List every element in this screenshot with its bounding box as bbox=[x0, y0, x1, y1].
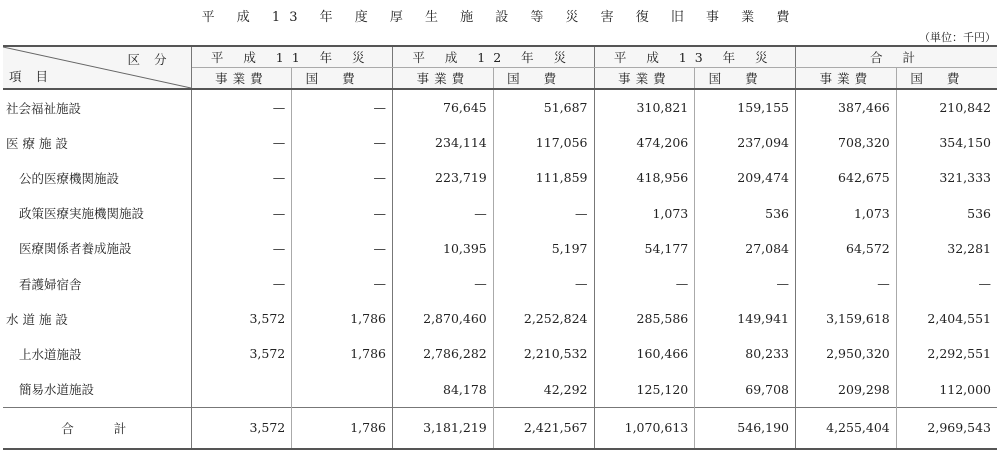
cell-jigyohi: 310,821 bbox=[594, 89, 695, 125]
cell-jigyohi: 2,870,460 bbox=[393, 301, 494, 336]
cell-jigyohi: 708,320 bbox=[796, 125, 897, 160]
cell-jigyohi: 209,298 bbox=[796, 372, 897, 408]
cell-kokuhi: 2,404,551 bbox=[896, 301, 997, 336]
cell-jigyohi: — bbox=[393, 266, 494, 301]
cell-kokuhi: — bbox=[292, 266, 393, 301]
cell-kokuhi: 69,708 bbox=[695, 372, 796, 408]
cell-jigyohi: — bbox=[191, 266, 292, 301]
header-jigyohi: 事業費 bbox=[393, 68, 494, 90]
cell-jigyohi: 4,255,404 bbox=[796, 407, 897, 449]
header-kokuhi: 国費 bbox=[695, 68, 796, 90]
cell-jigyohi: — bbox=[191, 231, 292, 266]
cell-jigyohi: 2,950,320 bbox=[796, 336, 897, 371]
row-label: 社会福祉施設 bbox=[3, 89, 191, 125]
cell-jigyohi: 642,675 bbox=[796, 160, 897, 195]
cell-jigyohi: 285,586 bbox=[594, 301, 695, 336]
cell-jigyohi: 64,572 bbox=[796, 231, 897, 266]
total-row bbox=[3, 407, 997, 449]
row-label: 政策医療実施機関施設 bbox=[3, 196, 191, 231]
cell-kokuhi: 80,233 bbox=[695, 336, 796, 371]
table-row bbox=[3, 231, 997, 266]
cell-jigyohi: 223,719 bbox=[393, 160, 494, 195]
cell-jigyohi: — bbox=[191, 196, 292, 231]
cell-jigyohi: — bbox=[191, 160, 292, 195]
cell-jigyohi: 3,572 bbox=[191, 336, 292, 371]
header-jigyohi: 事業費 bbox=[191, 68, 292, 90]
header-jigyohi: 事業費 bbox=[594, 68, 695, 90]
cell-kokuhi: — bbox=[292, 196, 393, 231]
cell-kokuhi: 1,786 bbox=[292, 407, 393, 449]
header-kokuhi: 国費 bbox=[896, 68, 997, 90]
cell-jigyohi: 3,572 bbox=[191, 301, 292, 336]
cell-kokuhi: 210,842 bbox=[896, 89, 997, 125]
cell-jigyohi bbox=[191, 372, 292, 408]
cell-jigyohi: 125,120 bbox=[594, 372, 695, 408]
header-kokuhi: 国費 bbox=[493, 68, 594, 90]
header-group-total: 合 計 bbox=[796, 46, 998, 68]
cell-jigyohi: — bbox=[796, 266, 897, 301]
cell-jigyohi: 54,177 bbox=[594, 231, 695, 266]
cell-kokuhi: 354,150 bbox=[896, 125, 997, 160]
table-row bbox=[3, 266, 997, 301]
row-label: 医療関係者養成施設 bbox=[3, 231, 191, 266]
cell-kokuhi: — bbox=[493, 266, 594, 301]
cell-kokuhi: 321,333 bbox=[896, 160, 997, 195]
cell-kokuhi: 27,084 bbox=[695, 231, 796, 266]
table-row bbox=[3, 301, 997, 336]
cell-jigyohi: 3,572 bbox=[191, 407, 292, 449]
header-group-h12: 平 成 12 年 災 bbox=[393, 46, 595, 68]
cell-kokuhi: 1,786 bbox=[292, 336, 393, 371]
cell-jigyohi: 76,645 bbox=[393, 89, 494, 125]
row-label: 看護婦宿舎 bbox=[3, 266, 191, 301]
cell-kokuhi bbox=[292, 372, 393, 408]
cell-kokuhi: — bbox=[896, 266, 997, 301]
cell-jigyohi: 2,786,282 bbox=[393, 336, 494, 371]
cell-kokuhi: 149,941 bbox=[695, 301, 796, 336]
disaster-recovery-table bbox=[3, 45, 997, 450]
table-row bbox=[3, 160, 997, 195]
cell-jigyohi: 387,466 bbox=[796, 89, 897, 125]
header-corner bbox=[3, 46, 191, 89]
cell-jigyohi: 84,178 bbox=[393, 372, 494, 408]
cell-jigyohi: 1,073 bbox=[796, 196, 897, 231]
table-row bbox=[3, 125, 997, 160]
cell-jigyohi: 10,395 bbox=[393, 231, 494, 266]
cell-kokuhi: — bbox=[292, 125, 393, 160]
cell-kokuhi: — bbox=[292, 160, 393, 195]
row-label: 簡易水道施設 bbox=[3, 372, 191, 408]
cell-jigyohi: 3,159,618 bbox=[796, 301, 897, 336]
cell-kokuhi: 2,421,567 bbox=[493, 407, 594, 449]
cell-kokuhi: 2,210,532 bbox=[493, 336, 594, 371]
table-row bbox=[3, 336, 997, 371]
cell-jigyohi: — bbox=[393, 196, 494, 231]
cell-jigyohi: — bbox=[191, 125, 292, 160]
table-row bbox=[3, 89, 997, 125]
cell-jigyohi: 1,070,613 bbox=[594, 407, 695, 449]
cell-kokuhi: — bbox=[695, 266, 796, 301]
cell-jigyohi: 1,073 bbox=[594, 196, 695, 231]
cell-kokuhi: 1,786 bbox=[292, 301, 393, 336]
cell-kokuhi: 42,292 bbox=[493, 372, 594, 408]
cell-kokuhi: 536 bbox=[896, 196, 997, 231]
page-title: 平 成 13 年 度 厚 生 施 設 等 災 害 復 旧 事 業 費 bbox=[201, 10, 799, 25]
header-jigyohi: 事業費 bbox=[796, 68, 897, 90]
header-group-h11: 平 成 11 年 災 bbox=[191, 46, 393, 68]
cell-kokuhi: 111,859 bbox=[493, 160, 594, 195]
cell-kokuhi: 112,000 bbox=[896, 372, 997, 408]
header-kubun: 区分 bbox=[127, 52, 181, 67]
cell-jigyohi: 234,114 bbox=[393, 125, 494, 160]
cell-kokuhi: 32,281 bbox=[896, 231, 997, 266]
header-kokuhi: 国費 bbox=[292, 68, 393, 90]
cell-jigyohi: 474,206 bbox=[594, 125, 695, 160]
cell-kokuhi: — bbox=[292, 89, 393, 125]
cell-kokuhi: 546,190 bbox=[695, 407, 796, 449]
cell-kokuhi: 5,197 bbox=[493, 231, 594, 266]
unit-label: （単位：千円） bbox=[919, 31, 996, 44]
row-label: 公的医療機関施設 bbox=[3, 160, 191, 195]
header-group-h13: 平 成 13 年 災 bbox=[594, 46, 796, 68]
cell-jigyohi: 3,181,219 bbox=[393, 407, 494, 449]
cell-kokuhi: 117,056 bbox=[493, 125, 594, 160]
row-label: 上水道施設 bbox=[3, 336, 191, 371]
table-row bbox=[3, 196, 997, 231]
total-label: 合計 bbox=[3, 407, 191, 449]
cell-jigyohi: — bbox=[594, 266, 695, 301]
cell-kokuhi: 2,969,543 bbox=[896, 407, 997, 449]
header-komoku: 項目 bbox=[9, 69, 63, 84]
cell-kokuhi: 209,474 bbox=[695, 160, 796, 195]
cell-kokuhi: — bbox=[292, 231, 393, 266]
table-body bbox=[3, 89, 997, 449]
table-row bbox=[3, 372, 997, 408]
cell-kokuhi: 2,252,824 bbox=[493, 301, 594, 336]
cell-kokuhi: 159,155 bbox=[695, 89, 796, 125]
row-label: 水 道 施 設 bbox=[3, 301, 191, 336]
cell-jigyohi: — bbox=[191, 89, 292, 125]
cell-kokuhi: 2,292,551 bbox=[896, 336, 997, 371]
cell-kokuhi: — bbox=[493, 196, 594, 231]
cell-kokuhi: 536 bbox=[695, 196, 796, 231]
row-label: 医 療 施 設 bbox=[3, 125, 191, 160]
cell-jigyohi: 160,466 bbox=[594, 336, 695, 371]
cell-jigyohi: 418,956 bbox=[594, 160, 695, 195]
cell-kokuhi: 237,094 bbox=[695, 125, 796, 160]
cell-kokuhi: 51,687 bbox=[493, 89, 594, 125]
